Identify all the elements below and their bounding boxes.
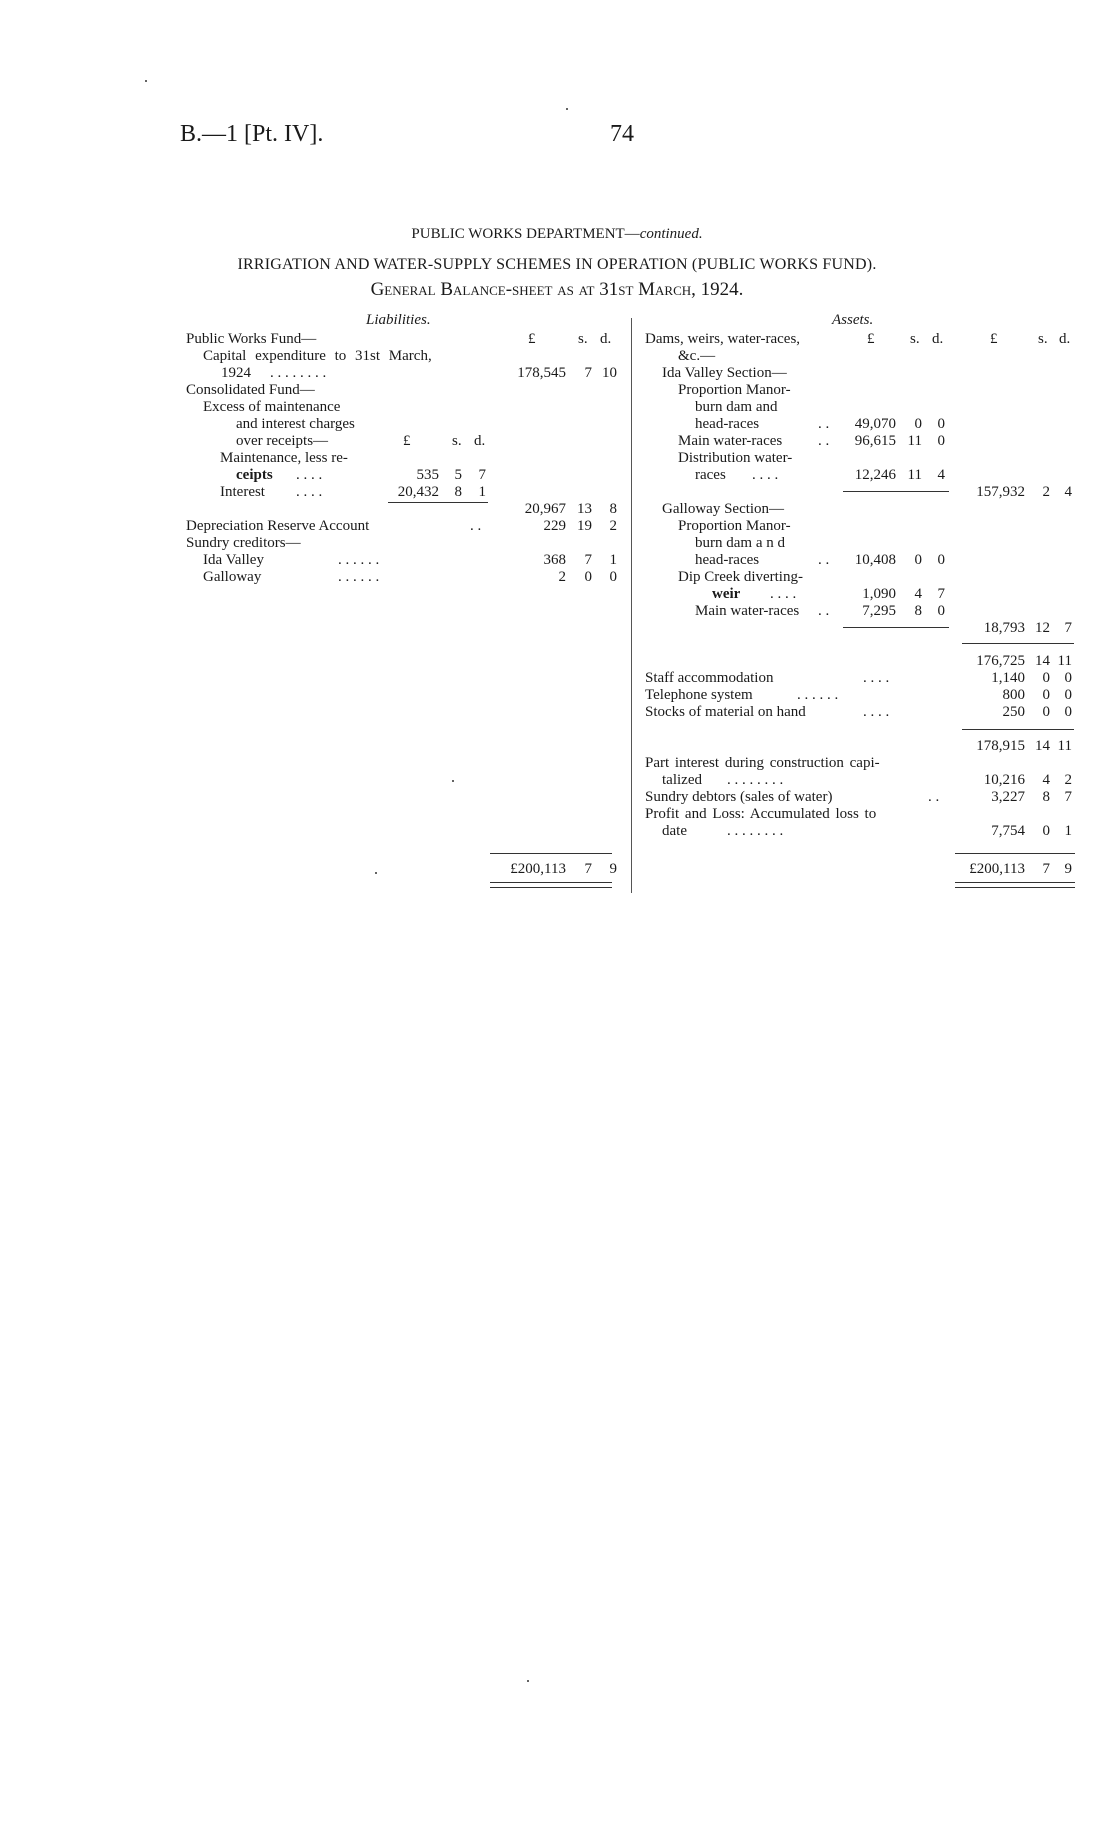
capital-pence: 10 (602, 365, 617, 381)
interest-pounds: 20,432 (397, 484, 439, 500)
assets-total-rule (955, 853, 1075, 854)
maintenance-pence: 7 (478, 467, 486, 483)
ida-proportion-line-2: burn dam and (695, 399, 778, 415)
capital-shillings: 7 (584, 365, 592, 381)
dams-label: Dams, weirs, water-races, (645, 331, 801, 347)
ida-proportion-dots: . . (818, 416, 830, 432)
department-title-main: PUBLIC WORKS DEPARTMENT— (411, 226, 640, 242)
profit-loss-pence: 1 (1064, 823, 1072, 839)
galloway-section-label: Galloway Section— (662, 501, 785, 517)
ida-main-races-pounds: 96,615 (854, 433, 896, 449)
balance-sheet-title: General Balance-sheet as at 31st March, 1924. (370, 279, 744, 300)
assets-total-double-rule (955, 882, 1075, 888)
creditor-ida-valley-shillings: 7 (584, 552, 592, 568)
maintenance-label-cont: ceipts (236, 467, 273, 483)
sub-pound-header: £ (403, 433, 411, 449)
maintenance-label: Maintenance, less re- (220, 450, 348, 466)
ida-main-races-label: Main water-races (678, 433, 783, 449)
depreciation-leader-dots: . . (470, 518, 482, 534)
profit-loss-dots: . . . . . . . . (727, 823, 784, 839)
assets-total-shillings: 7 (1042, 861, 1050, 877)
part-interest-dots: . . . . . . . . (727, 772, 784, 788)
galloway-total-pounds: 18,793 (983, 620, 1025, 636)
maintenance-pounds: 535 (416, 467, 439, 483)
interest-leader-dots: . . . . (296, 484, 323, 500)
ida-distribution-pounds: 12,246 (854, 467, 896, 483)
subtotal1-pounds: 176,725 (976, 653, 1025, 669)
interest-shillings: 8 (454, 484, 462, 500)
gal-main-races-dots: . . (818, 603, 830, 619)
sundry-debtors-dots: . . (928, 789, 940, 805)
part-interest-pence: 2 (1064, 772, 1072, 788)
part-interest-line-2: talized (662, 772, 702, 788)
creditor-ida-valley-pounds: 368 (543, 552, 566, 568)
galloway-total-pence: 7 (1064, 620, 1072, 636)
liabilities-heading: Liabilities. (366, 312, 431, 328)
telephone-system-pence: 0 (1064, 687, 1072, 703)
stocks-pounds: 250 (1002, 704, 1025, 720)
creditor-ida-valley-pence: 1 (609, 552, 617, 568)
subtotal1-rule (962, 643, 1074, 644)
liabilities-total-pence: 9 (609, 861, 617, 877)
profit-loss-pounds: 7,754 (991, 823, 1025, 839)
assets-outer-shilling-header: s. (1038, 331, 1048, 347)
dams-label-cont: &c.— (678, 348, 716, 364)
ida-distribution-pence: 4 (937, 467, 945, 483)
creditor-galloway-label: Galloway (203, 569, 262, 585)
stocks-dots: . . . . (863, 704, 890, 720)
depreciation-label: Depreciation Reserve Account (186, 518, 370, 534)
staff-accommodation-pounds: 1,140 (991, 670, 1025, 686)
depreciation-pence: 2 (609, 518, 617, 534)
staff-accommodation-pence: 0 (1064, 670, 1072, 686)
dip-creek-shillings: 4 (914, 586, 922, 602)
dip-creek-dots: . . . . (770, 586, 797, 602)
ida-main-races-pence: 0 (937, 433, 945, 449)
gal-proportion-shillings: 0 (914, 552, 922, 568)
telephone-system-label: Telephone system (645, 687, 753, 703)
liabilities-total-rule (490, 853, 612, 854)
capital-expenditure-label: Capital expenditure to 31st March, (203, 348, 432, 364)
creditor-ida-valley-dots: . . . . . . (338, 552, 380, 568)
scheme-title: IRRIGATION AND WATER-SUPPLY SCHEMES IN OPERATION (PUBLIC WORKS FUND). (237, 256, 877, 273)
consolidated-total-pence: 8 (609, 501, 617, 517)
telephone-system-dots: . . . . . . (797, 687, 839, 703)
profit-loss-shillings: 0 (1042, 823, 1050, 839)
subtotal2-pence: 11 (1057, 738, 1072, 754)
page-number: 74 (610, 121, 634, 147)
ida-proportion-pounds: 49,070 (854, 416, 896, 432)
depreciation-pounds: 229 (543, 518, 566, 534)
consolidated-total-shillings: 13 (577, 501, 592, 517)
maintenance-leader-dots: . . . . (296, 467, 323, 483)
sundry-debtors-shillings: 8 (1042, 789, 1050, 805)
liabilities-total-double-rule (490, 882, 612, 888)
galloway-subtotal-rule (843, 627, 949, 628)
consolidated-fund-label: Consolidated Fund— (186, 382, 315, 398)
ida-total-pence: 4 (1064, 484, 1072, 500)
creditor-ida-valley-label: Ida Valley (203, 552, 264, 568)
gal-proportion-line-2: burn dam a n d (695, 535, 785, 551)
stocks-shillings: 0 (1042, 704, 1050, 720)
profit-loss-line-2: date (662, 823, 687, 839)
depreciation-shillings: 19 (577, 518, 592, 534)
staff-accommodation-dots: . . . . (863, 670, 890, 686)
dip-creek-line-1: Dip Creek diverting- (678, 569, 803, 585)
ida-proportion-line-3: head-races (695, 416, 760, 432)
subtotal1-shillings: 14 (1035, 653, 1050, 669)
consolidated-total-pounds: 20,967 (524, 501, 566, 517)
subtotal2-shillings: 14 (1035, 738, 1050, 754)
liabilities-total-shillings: 7 (584, 861, 592, 877)
liabilities-shilling-header: s. (578, 331, 588, 347)
dip-creek-pounds: 1,090 (862, 586, 896, 602)
document-reference: B.—1 [Pt. IV]. (180, 121, 324, 147)
capital-pounds: 178,545 (517, 365, 566, 381)
staff-accommodation-label: Staff accommodation (645, 670, 774, 686)
subtotal2-rule (962, 729, 1074, 730)
capital-leader-dots: . . . . . . . . (270, 365, 327, 381)
ida-total-pounds: 157,932 (976, 484, 1025, 500)
gal-proportion-pounds: 10,408 (854, 552, 896, 568)
assets-inner-pound-header: £ (867, 331, 875, 347)
gal-proportion-line-1: Proportion Manor- (678, 518, 791, 534)
creditor-galloway-shillings: 0 (584, 569, 592, 585)
creditor-galloway-pounds: 2 (558, 569, 566, 585)
gal-proportion-line-3: head-races (695, 552, 760, 568)
ida-proportion-pence: 0 (937, 416, 945, 432)
scan-speck (375, 872, 377, 874)
assets-outer-pound-header: £ (990, 331, 998, 347)
liabilities-pound-header: £ (528, 331, 536, 347)
ida-distribution-dots: . . . . (752, 467, 779, 483)
scan-speck (145, 80, 147, 82)
galloway-total-shillings: 12 (1035, 620, 1050, 636)
ida-total-shillings: 2 (1042, 484, 1050, 500)
excess-line-2: and interest charges (236, 416, 355, 432)
assets-total-pence: 9 (1064, 861, 1072, 877)
staff-accommodation-shillings: 0 (1042, 670, 1050, 686)
creditor-galloway-pence: 0 (609, 569, 617, 585)
scan-speck (566, 108, 568, 110)
capital-year-label: 1924 (221, 365, 251, 381)
public-works-fund-label: Public Works Fund— (186, 331, 317, 347)
sundry-debtors-pounds: 3,227 (991, 789, 1025, 805)
part-interest-pounds: 10,216 (983, 772, 1025, 788)
gal-proportion-pence: 0 (937, 552, 945, 568)
assets-inner-shilling-header: s. (910, 331, 920, 347)
telephone-system-pounds: 800 (1002, 687, 1025, 703)
gal-main-races-pounds: 7,295 (862, 603, 896, 619)
creditor-galloway-dots: . . . . . . (338, 569, 380, 585)
scan-speck (527, 1680, 529, 1682)
interest-subtotal-rule (388, 502, 488, 503)
gal-main-races-shillings: 8 (914, 603, 922, 619)
excess-line-3: over receipts— (236, 433, 329, 449)
sundry-creditors-label: Sundry creditors— (186, 535, 301, 551)
department-title-continued: continued. (639, 226, 703, 242)
ida-proportion-shillings: 0 (914, 416, 922, 432)
sub-shilling-header: s. (452, 433, 462, 449)
assets-total-pounds: £200,113 (969, 861, 1025, 877)
interest-label: Interest (220, 484, 265, 500)
stocks-label: Stocks of material on hand (645, 704, 806, 720)
department-title (0, 226, 1114, 243)
ida-subtotal-rule (843, 491, 949, 492)
maintenance-shillings: 5 (454, 467, 462, 483)
ida-distribution-line-2: races (695, 467, 726, 483)
ida-distribution-shillings: 11 (907, 467, 922, 483)
gal-proportion-dots: . . (818, 552, 830, 568)
liabilities-pence-header: d. (600, 331, 612, 347)
telephone-system-shillings: 0 (1042, 687, 1050, 703)
sub-pence-header: d. (474, 433, 486, 449)
excess-line-1: Excess of maintenance (203, 399, 341, 415)
dip-creek-pence: 7 (937, 586, 945, 602)
ida-proportion-line-1: Proportion Manor- (678, 382, 791, 398)
ida-main-races-dots: . . (818, 433, 830, 449)
subtotal2-pounds: 178,915 (976, 738, 1025, 754)
ida-valley-section-label: Ida Valley Section— (662, 365, 787, 381)
assets-heading: Assets. (832, 312, 874, 328)
ida-distribution-line-1: Distribution water- (678, 450, 793, 466)
sundry-debtors-pence: 7 (1064, 789, 1072, 805)
assets-outer-pence-header: d. (1059, 331, 1071, 347)
liabilities-total-pounds: £200,113 (510, 861, 566, 877)
column-divider (631, 318, 632, 893)
profit-loss-line-1: Profit and Loss: Accumulated loss to (645, 806, 877, 822)
gal-main-races-label: Main water-races (695, 603, 800, 619)
sundry-debtors-label: Sundry debtors (sales of water) (645, 789, 833, 805)
part-interest-shillings: 4 (1042, 772, 1050, 788)
ida-main-races-shillings: 11 (907, 433, 922, 449)
stocks-pence: 0 (1064, 704, 1072, 720)
assets-inner-pence-header: d. (932, 331, 944, 347)
dip-creek-line-2: weir (712, 586, 741, 602)
subtotal1-pence: 11 (1057, 653, 1072, 669)
part-interest-line-1: Part interest during construction capi- (645, 755, 880, 771)
gal-main-races-pence: 0 (937, 603, 945, 619)
scan-speck (452, 780, 454, 782)
interest-pence: 1 (478, 484, 486, 500)
